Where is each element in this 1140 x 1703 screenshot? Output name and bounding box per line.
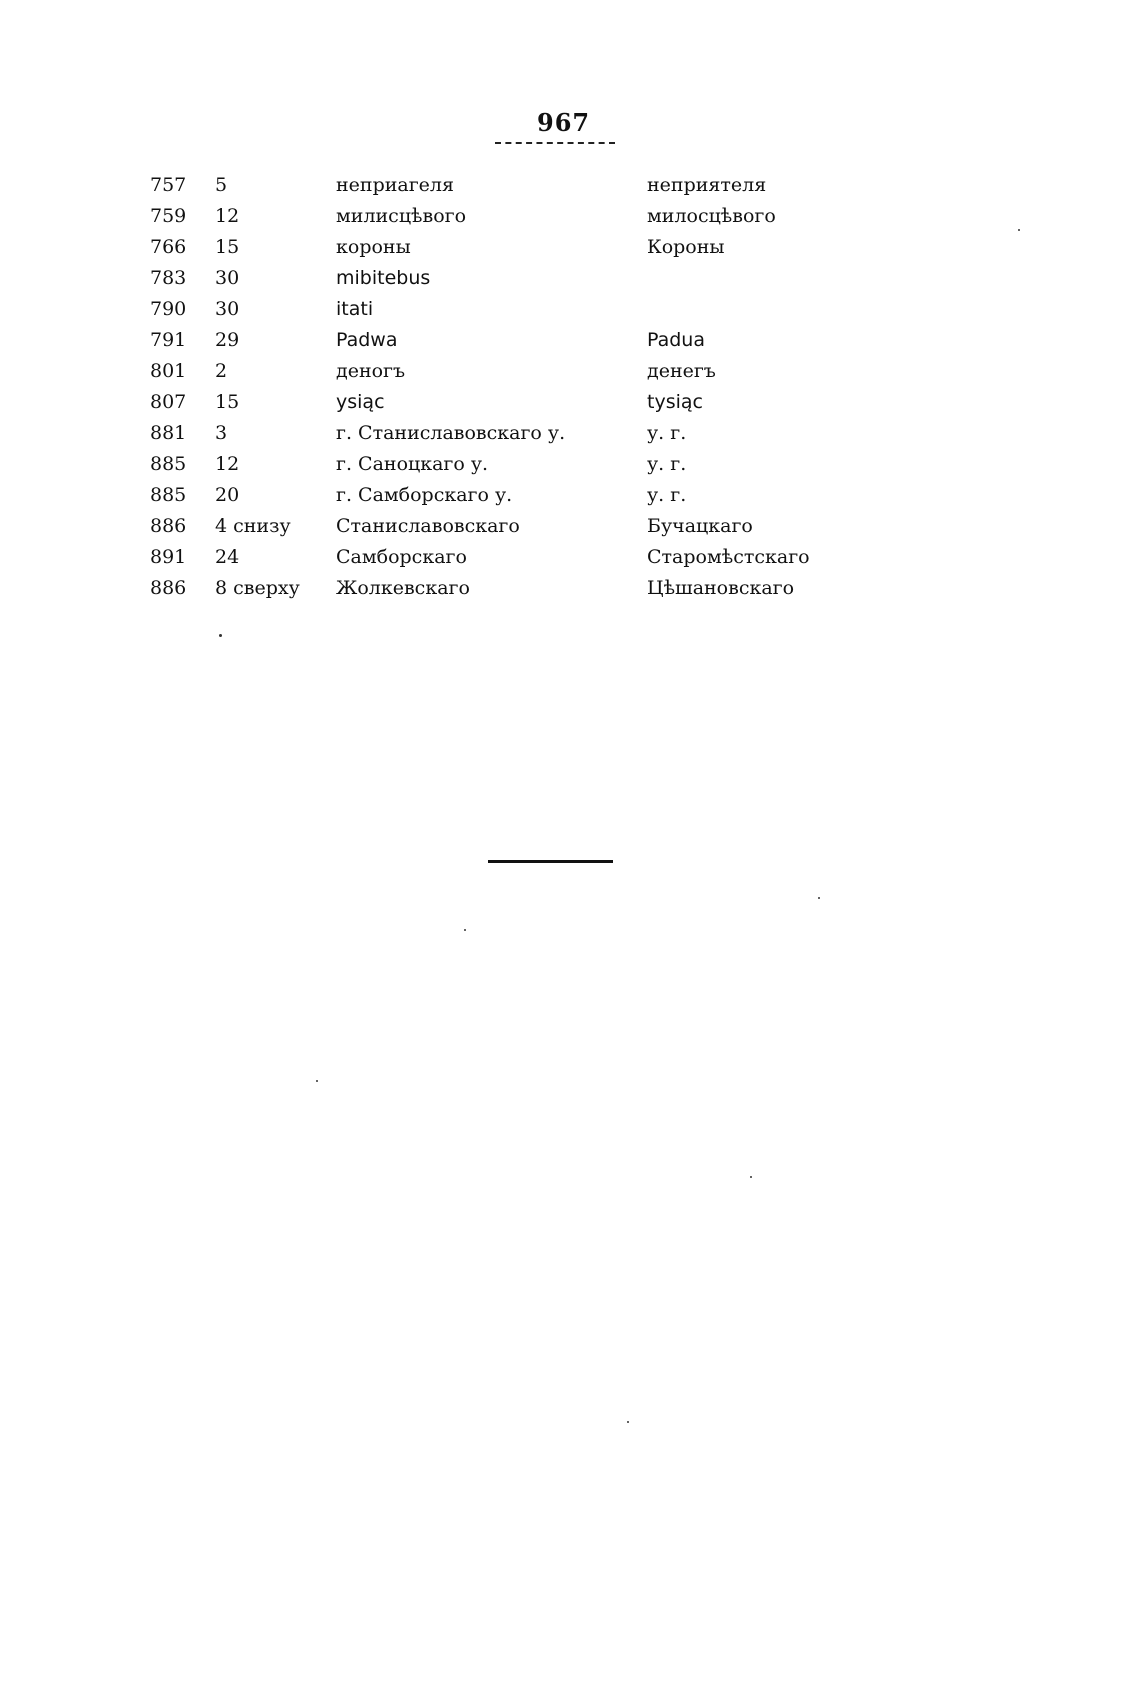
table-row — [0, 418, 1140, 449]
page-ref: 885 — [150, 453, 187, 475]
printed-text: г. Самборскаго у. — [336, 484, 513, 506]
corrected-text: Цѣшановскаго — [647, 577, 795, 599]
line-ref: 30 — [215, 298, 240, 320]
page-ref: 807 — [150, 391, 187, 413]
printed-text: ysiąc — [336, 391, 385, 413]
printed-text: милисцѣвого — [336, 205, 467, 227]
line-ref: 8 сверху — [215, 577, 300, 599]
corrected-text: неприятеля — [647, 174, 767, 196]
scan-speck — [818, 897, 820, 899]
printed-text: неприагеля — [336, 174, 454, 196]
printed-text: Padwa — [336, 329, 398, 351]
corrected-text: Старомѣстскаго — [647, 546, 810, 568]
page-ref: 886 — [150, 577, 187, 599]
page-ref: 791 — [150, 329, 187, 351]
line-ref: 30 — [215, 267, 240, 289]
page-ref: 891 — [150, 546, 187, 568]
corrected-text: денегъ — [647, 360, 716, 382]
table-row — [0, 232, 1140, 263]
page-number: 967 — [537, 108, 591, 137]
line-ref: 12 — [215, 453, 240, 475]
page-ref: 881 — [150, 422, 187, 444]
page-ref: 885 — [150, 484, 187, 506]
line-ref: 15 — [215, 391, 240, 413]
printed-text: Самборскаго — [336, 546, 467, 568]
corrected-text: Padua — [647, 329, 705, 351]
line-ref: 29 — [215, 329, 240, 351]
table-row — [0, 480, 1140, 511]
page-ref: 766 — [150, 236, 187, 258]
line-ref: 12 — [215, 205, 240, 227]
scan-speck — [464, 929, 466, 931]
table-row — [0, 170, 1140, 201]
page-ref: 790 — [150, 298, 187, 320]
line-ref: 4 снизу — [215, 515, 291, 537]
page-ref: 783 — [150, 267, 187, 289]
corrected-text: милосцѣвого — [647, 205, 776, 227]
table-row — [0, 325, 1140, 356]
table-row — [0, 449, 1140, 480]
page-ref: 801 — [150, 360, 187, 382]
printed-text: Станиславовскаго — [336, 515, 520, 537]
table-row — [0, 294, 1140, 325]
scan-speck — [316, 1080, 318, 1082]
table-row — [0, 511, 1140, 542]
line-ref: 2 — [215, 360, 228, 382]
printed-text: mibitebus — [336, 267, 431, 289]
corrected-text: у. г. — [647, 422, 687, 444]
corrected-text: Короны — [647, 236, 725, 258]
scan-speck — [750, 1176, 752, 1178]
line-ref: 5 — [215, 174, 228, 196]
line-ref: 15 — [215, 236, 240, 258]
end-rule — [488, 860, 613, 863]
line-ref: 3 — [215, 422, 228, 444]
page-ref: 886 — [150, 515, 187, 537]
page-number-rule — [495, 142, 615, 144]
table-row — [0, 542, 1140, 573]
table-row — [0, 573, 1140, 604]
printed-text: itati — [336, 298, 374, 320]
table-row — [0, 201, 1140, 232]
corrected-text: tysiąc — [647, 391, 703, 413]
table-row — [0, 356, 1140, 387]
table-row — [0, 387, 1140, 418]
table-row — [0, 263, 1140, 294]
page-ref: 757 — [150, 174, 187, 196]
line-ref: 20 — [215, 484, 240, 506]
printed-text: г. Станиславовскаго у. — [336, 422, 566, 444]
printed-text: короны — [336, 236, 411, 258]
scan-speck — [219, 634, 222, 637]
corrected-text: у. г. — [647, 484, 687, 506]
printed-text: деногъ — [336, 360, 406, 382]
line-ref: 24 — [215, 546, 240, 568]
page-ref: 759 — [150, 205, 187, 227]
scan-speck — [627, 1421, 629, 1423]
corrected-text: Бучацкаго — [647, 515, 753, 537]
scan-speck — [1018, 229, 1020, 231]
printed-text: г. Саноцкаго у. — [336, 453, 489, 475]
corrected-text: у. г. — [647, 453, 687, 475]
printed-text: Жолкевскаго — [336, 577, 470, 599]
